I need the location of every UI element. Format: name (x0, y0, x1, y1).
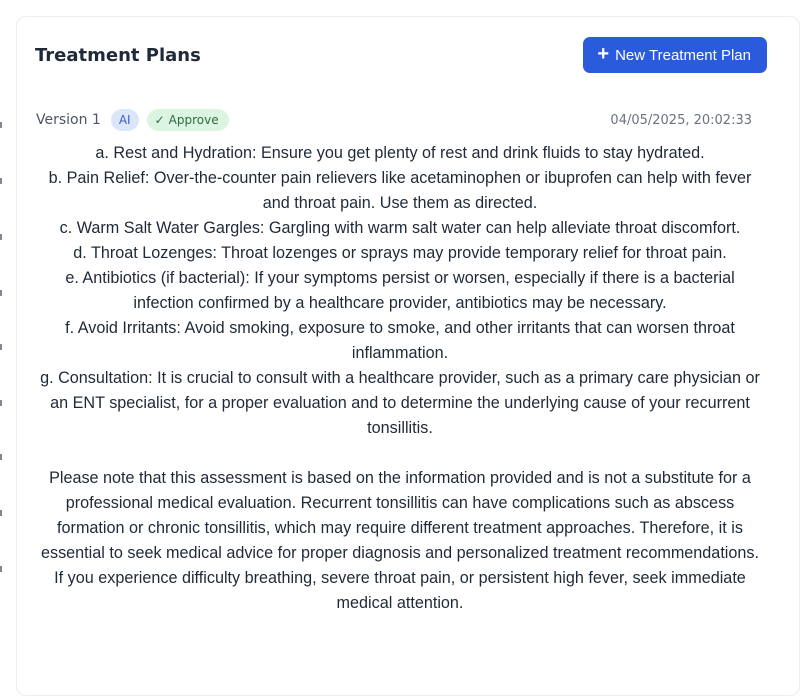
plan-item: a. Rest and Hydration: Ensure you get plenty of rest and drink fluids to stay hydrated. (95, 144, 705, 162)
sidebar-edge-mark (0, 122, 2, 128)
sidebar-edge-mark (0, 400, 2, 406)
approve-button[interactable] (147, 109, 229, 131)
plan-item: c. Warm Salt Water Gargles: Gargling with warm salt water can help alleviate throat discomfort. (59, 219, 741, 237)
new-treatment-plan-button[interactable] (583, 37, 767, 73)
version-label: Version 1 (36, 112, 101, 128)
plan-item: b. Pain Relief: Over-the-counter pain relievers like acetaminophen or ibuprofen can help with fever and throat pain. Use them as directed. (48, 169, 752, 212)
new-treatment-plan-label: New Treatment Plan (615, 46, 751, 64)
plan-item: f. Avoid Irritants: Avoid smoking, exposure to smoke, and other irritants that can worsen throat inflammation. (65, 319, 735, 362)
page-title: Treatment Plans (35, 45, 201, 66)
sidebar-edge-mark (0, 344, 2, 350)
sidebar-edge-mark (0, 178, 2, 184)
paragraph-spacer (36, 441, 764, 466)
plan-item: d. Throat Lozenges: Throat lozenges or sprays may provide temporary relief for throat pain. (73, 244, 727, 262)
card-header (35, 43, 767, 83)
plan-disclaimer: Please note that this assessment is based on the information provided and is not a substitute for a professional medical evaluation. Recurrent tonsillitis can have complications such as abscess formation or chronic tonsillitis, which may require different treatment approaches. Therefore, it is essential to seek medical advice for proper diagnosis and personalized treatment recommendations. If you experience difficulty breathing, severe throat pain, or persistent high fever, seek immediate medical attention. (40, 469, 760, 612)
plan-item: g. Consultation: It is crucial to consult with a healthcare provider, such as a primary care physician or an ENT specialist, for a proper evaluation and to determine the underlying cause of your recurrent tonsillitis. (40, 369, 760, 437)
left-sidebar-edge (0, 0, 8, 662)
plus-icon: + (597, 43, 610, 65)
ai-badge: AI (111, 109, 139, 131)
sidebar-edge-mark (0, 566, 2, 572)
treatment-plan-content (36, 141, 764, 616)
sidebar-edge-mark (0, 454, 2, 460)
approve-label: Approve (168, 113, 219, 127)
plan-item: e. Antibiotics (if bacterial): If your symptoms persist or worsen, especially if there is a bacterial infection confirmed by a healthcare provider, antibiotics may be necessary. (65, 269, 735, 312)
sidebar-edge-mark (0, 510, 2, 516)
check-icon: ✓ (154, 113, 165, 127)
sidebar-edge-mark (0, 290, 2, 296)
sidebar-edge-mark (0, 234, 2, 240)
version-timestamp: 04/05/2025, 20:02:33 (610, 112, 752, 128)
version-row (36, 107, 752, 133)
